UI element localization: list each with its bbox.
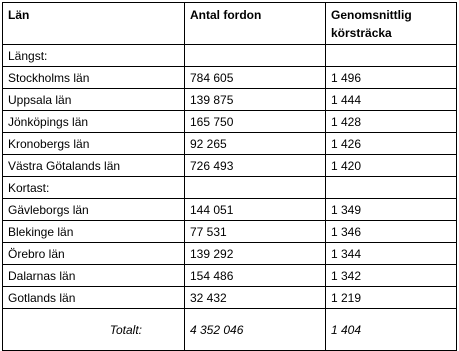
- distance-cell: 1 420: [326, 155, 457, 177]
- table-row: [3, 265, 457, 287]
- vehicle-count-cell: 77 531: [185, 221, 326, 243]
- county-cell: Gotlands län: [3, 287, 185, 309]
- table-body: [3, 3, 457, 351]
- header-row: [3, 3, 457, 45]
- empty-cell: [326, 45, 457, 67]
- county-cell: Jönköpings län: [3, 111, 185, 133]
- empty-cell: [185, 177, 326, 199]
- distance-cell: 1 349: [326, 199, 457, 221]
- section-row-longest: [3, 45, 457, 67]
- vehicle-count-cell: 139 875: [185, 89, 326, 111]
- distance-cell: 1 344: [326, 243, 457, 265]
- county-cell: Blekinge län: [3, 221, 185, 243]
- section-row-shortest: [3, 177, 457, 199]
- header-county: Län: [3, 3, 185, 45]
- county-cell: Kronobergs län: [3, 133, 185, 155]
- section-label: Kortast:: [3, 177, 185, 199]
- total-distance: 1 404: [326, 309, 457, 351]
- vehicle-count-cell: 32 432: [185, 287, 326, 309]
- county-cell: Västra Götalands län: [3, 155, 185, 177]
- distance-cell: 1 346: [326, 221, 457, 243]
- table-row: [3, 199, 457, 221]
- county-cell: Gävleborgs län: [3, 199, 185, 221]
- distance-cell: 1 342: [326, 265, 457, 287]
- section-label: Längst:: [3, 45, 185, 67]
- header-vehicle-count: Antal fordon: [185, 3, 326, 45]
- county-cell: Stockholms län: [3, 67, 185, 89]
- distance-cell: 1 219: [326, 287, 457, 309]
- vehicle-count-cell: 154 486: [185, 265, 326, 287]
- table-row: [3, 243, 457, 265]
- table-row: [3, 221, 457, 243]
- header-average-distance: Genomsnittlig körsträcka: [326, 3, 457, 45]
- table-row: [3, 287, 457, 309]
- table-row: [3, 155, 457, 177]
- vehicle-count-cell: 92 265: [185, 133, 326, 155]
- table-row: [3, 67, 457, 89]
- table-row: [3, 133, 457, 155]
- table-row: [3, 111, 457, 133]
- county-cell: Dalarnas län: [3, 265, 185, 287]
- table-row: [3, 89, 457, 111]
- total-label: Totalt:: [3, 309, 185, 351]
- vehicle-count-cell: 165 750: [185, 111, 326, 133]
- distance-cell: 1 426: [326, 133, 457, 155]
- distance-cell: 1 444: [326, 89, 457, 111]
- distance-cell: 1 428: [326, 111, 457, 133]
- total-vehicles: 4 352 046: [185, 309, 326, 351]
- distance-cell: 1 496: [326, 67, 457, 89]
- vehicle-count-cell: 726 493: [185, 155, 326, 177]
- vehicle-count-cell: 144 051: [185, 199, 326, 221]
- empty-cell: [185, 45, 326, 67]
- vehicle-count-cell: 784 605: [185, 67, 326, 89]
- empty-cell: [326, 177, 457, 199]
- vehicle-distance-table: [2, 2, 457, 351]
- county-cell: Uppsala län: [3, 89, 185, 111]
- county-cell: Örebro län: [3, 243, 185, 265]
- vehicle-count-cell: 139 292: [185, 243, 326, 265]
